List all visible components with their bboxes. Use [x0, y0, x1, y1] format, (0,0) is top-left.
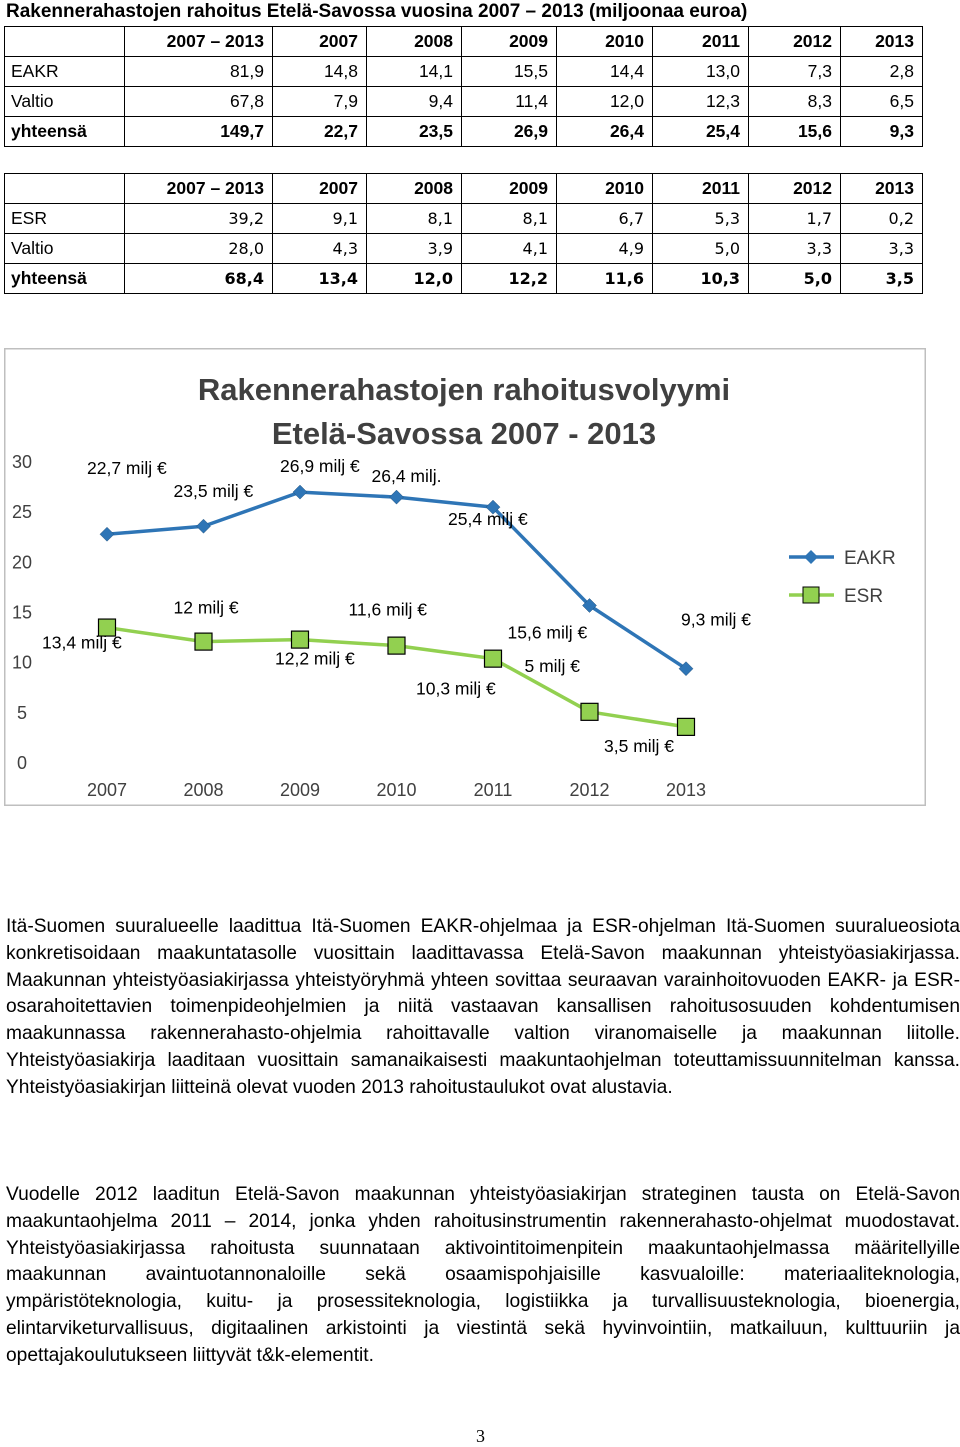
table-cell: 4,9: [557, 234, 653, 264]
table-cell: 26,9: [462, 117, 557, 147]
header-cell: 2008: [367, 174, 462, 204]
header-cell: 2009: [462, 27, 557, 57]
table-cell: 7,3: [749, 57, 841, 87]
esr-point-marker: [195, 633, 212, 650]
table-header: [5, 174, 923, 204]
table-cell: 6,5: [841, 87, 923, 117]
y-tick-label: 15: [11, 602, 33, 623]
header-cell: [5, 27, 125, 57]
x-tick-label: 2007: [86, 780, 128, 800]
table-cell: 4,1: [462, 234, 557, 264]
table-cell: 12,2: [462, 264, 557, 294]
data-label: 12,2 milj €: [275, 648, 355, 669]
row-label: ESR: [5, 204, 125, 234]
table-row: [5, 87, 923, 117]
table-cell: 5,0: [653, 234, 749, 264]
table-cell: 8,1: [462, 204, 557, 234]
table-cell: 67,8: [125, 87, 273, 117]
row-label: yhteensä: [5, 264, 125, 294]
table-cell: 9,1: [273, 204, 367, 234]
esr-point-marker: [292, 631, 309, 648]
row-label: Valtio: [5, 234, 125, 264]
data-label: 11,6 milj €: [348, 599, 427, 620]
data-label: 26,4 milj.: [371, 466, 442, 487]
chart-title: Rakennerahastojen rahoitusvolyymi: [197, 372, 731, 407]
header-cell: 2011: [653, 27, 749, 57]
header-cell: 2013: [841, 27, 923, 57]
data-label: 12 milj €: [173, 597, 239, 618]
table-cell: 26,4: [557, 117, 653, 147]
table-cell: 22,7: [273, 117, 367, 147]
row-label: EAKR: [5, 57, 125, 87]
table-cell: 9,3: [841, 117, 923, 147]
esr-point-marker: [485, 650, 502, 667]
table-cell: 9,4: [367, 87, 462, 117]
y-tick-label: 10: [11, 652, 33, 673]
document-heading: Rakennerahastojen rahoitus Etelä-Savossa vuosina 2007 – 2013 (miljoonaa euroa): [6, 1, 748, 22]
data-label: 15,6 milj €: [507, 622, 588, 643]
data-label: 13,4 milj €: [42, 632, 122, 653]
table-cell: 2,8: [841, 57, 923, 87]
header-cell: 2009: [462, 174, 557, 204]
table-cell: 13,0: [653, 57, 749, 87]
header-cell: 2011: [653, 174, 749, 204]
x-tick-label: 2013: [665, 780, 707, 800]
table-cell: 15,5: [462, 57, 557, 87]
table-cell: 12,0: [557, 87, 653, 117]
table-cell: 1,7: [749, 204, 841, 234]
table-cell: 3,9: [367, 234, 462, 264]
table-cell: 8,3: [749, 87, 841, 117]
table-cell: 25,4: [653, 117, 749, 147]
data-label: 25,4 milj €: [448, 509, 528, 530]
header-cell: 2010: [557, 174, 653, 204]
row-label: Valtio: [5, 87, 125, 117]
table-cell: 5,0: [749, 264, 841, 294]
header-cell: 2012: [749, 27, 841, 57]
table-cell: 81,9: [125, 57, 273, 87]
data-label: 3,5 milj €: [604, 735, 675, 756]
table-row: [5, 234, 923, 264]
data-label: 22,7 milj €: [87, 458, 167, 479]
table-cell: 11,6: [557, 264, 653, 294]
esr-funding-table: [4, 173, 923, 294]
esr-point-marker: [388, 637, 405, 654]
table-cell: 12,0: [367, 264, 462, 294]
table-cell: 14,8: [273, 57, 367, 87]
table-cell: 0,2: [841, 204, 923, 234]
y-tick-label: 30: [11, 452, 33, 472]
table-row-total: [5, 117, 923, 147]
x-tick-label: 2009: [279, 780, 321, 800]
y-tick-label: 0: [16, 753, 28, 773]
esr-point-marker: [581, 703, 598, 720]
data-label: 26,9 milj €: [280, 456, 360, 477]
x-tick-label: 2011: [473, 780, 513, 800]
x-tick-label: 2010: [376, 780, 417, 800]
header-cell: 2012: [749, 174, 841, 204]
table-cell: 3,3: [841, 234, 923, 264]
table-cell: 11,4: [462, 87, 557, 117]
page-number: 3: [476, 1426, 485, 1446]
table-cell: 7,9: [273, 87, 367, 117]
table-row-total: [5, 264, 923, 294]
table-cell: 3,5: [841, 264, 923, 294]
table-cell: 15,6: [749, 117, 841, 147]
legend-label: EAKR: [844, 548, 896, 569]
header-cell: 2007: [273, 27, 367, 57]
header-cell: [5, 174, 125, 204]
table-row: [5, 204, 923, 234]
eakr-funding-table: [4, 26, 923, 147]
funding-volume-chart: [4, 348, 926, 806]
x-tick-label: 2012: [569, 780, 610, 800]
table-cell: 68,4: [125, 264, 273, 294]
table-cell: 10,3: [653, 264, 749, 294]
table-cell: 13,4: [273, 264, 367, 294]
table-cell: 14,1: [367, 57, 462, 87]
table-row: [5, 57, 923, 87]
x-tick-label: 2008: [183, 780, 224, 800]
y-tick-label: 20: [11, 552, 33, 573]
body-paragraph-1: Itä-Suomen suuralueelle laadittua Itä-Suomen EAKR-ohjelmaa ja ESR-ohjelman Itä-Suomen suuralueosiota konkretisoidaan maakuntatasolle vuosittain laadittavassa Etelä-Savon maakunnan yhteistyöasiakirjassa. Maakunnan yhteistyöasiakirjassa yhteistyöryhmä yhteen sovittaa seuraavan varainhoitovuoden EAKR- ja ESR-osarahoitettavien toimenpideohjelmien ja niitä vastaavan kansallisen rahoitusosuuden kohdentumisen maakunnassa rakennerahasto-ohjelmia rahoittavalle valtion viranomaiselle ja maakunnan liitolle. Yhteistyöasiakirja laaditaan vuosittain samanaikaisesti maakuntaohjelman toteuttamissuunnitelman kanssa. Yhteistyöasiakirjan liitteinä olevat vuoden 2013 rahoitustaulukot ovat alustavia.: [6, 916, 960, 1098]
data-label: 23,5 milj €: [173, 481, 254, 502]
table-cell: 23,5: [367, 117, 462, 147]
table-cell: 5,3: [653, 204, 749, 234]
header-cell: 2013: [841, 174, 923, 204]
table-cell: 8,1: [367, 204, 462, 234]
data-label: 9,3 milj €: [681, 609, 752, 630]
y-tick-label: 5: [16, 702, 28, 723]
header-cell: 2010: [557, 27, 653, 57]
table-cell: 3,3: [749, 234, 841, 264]
row-label: yhteensä: [5, 117, 125, 147]
table-cell: 39,2: [125, 204, 273, 234]
table-cell: 4,3: [273, 234, 367, 264]
header-cell: 2007 – 2013: [125, 174, 273, 204]
body-paragraph-2: Vuodelle 2012 laaditun Etelä-Savon maakunnan yhteistyöasiakirjan strateginen tausta on Etelä-Savon maakuntaohjelma 2011 – 2014, jonka yhden rahoitusinstrumentin rakennerahasto-ohjelmat muodostavat. Yhteistyöasiakirjassa rahoitusta suunnataan aktivointitoimenpitein maakuntaohjelmassa määritellyille maakunnan avaintuotannonaloille sekä osaamispohjaisille kasvualoille: materiaaliteknologia, ympäristöteknologia, kuitu- ja prosessiteknologia, logistiikka ja turvallisuusteknologia, bioenergia, elintarviketurvallisuus, digitaalinen arkistointi ja viestintä sekä hyvinvointiin, matkailuun, kulttuuriin ja opettajakoulutukseen liittyvät t&k-elementit.: [6, 1184, 960, 1366]
y-tick-label: 25: [11, 502, 33, 523]
header-cell: 2008: [367, 27, 462, 57]
data-label: 5 milj €: [524, 655, 580, 676]
table-cell: 28,0: [125, 234, 273, 264]
table-header: [5, 27, 923, 57]
chart-subtitle: Etelä-Savossa 2007 - 2013: [271, 416, 657, 451]
table-cell: 6,7: [557, 204, 653, 234]
table-cell: 149,7: [125, 117, 273, 147]
table-cell: 12,3: [653, 87, 749, 117]
esr-point-marker: [678, 718, 695, 735]
table-cell: 14,4: [557, 57, 653, 87]
legend-label: ESR: [844, 586, 884, 607]
header-cell: 2007 – 2013: [125, 27, 273, 57]
header-cell: 2007: [273, 174, 367, 204]
legend-marker-esr: [803, 587, 819, 603]
data-label: 10,3 milj €: [416, 678, 496, 699]
